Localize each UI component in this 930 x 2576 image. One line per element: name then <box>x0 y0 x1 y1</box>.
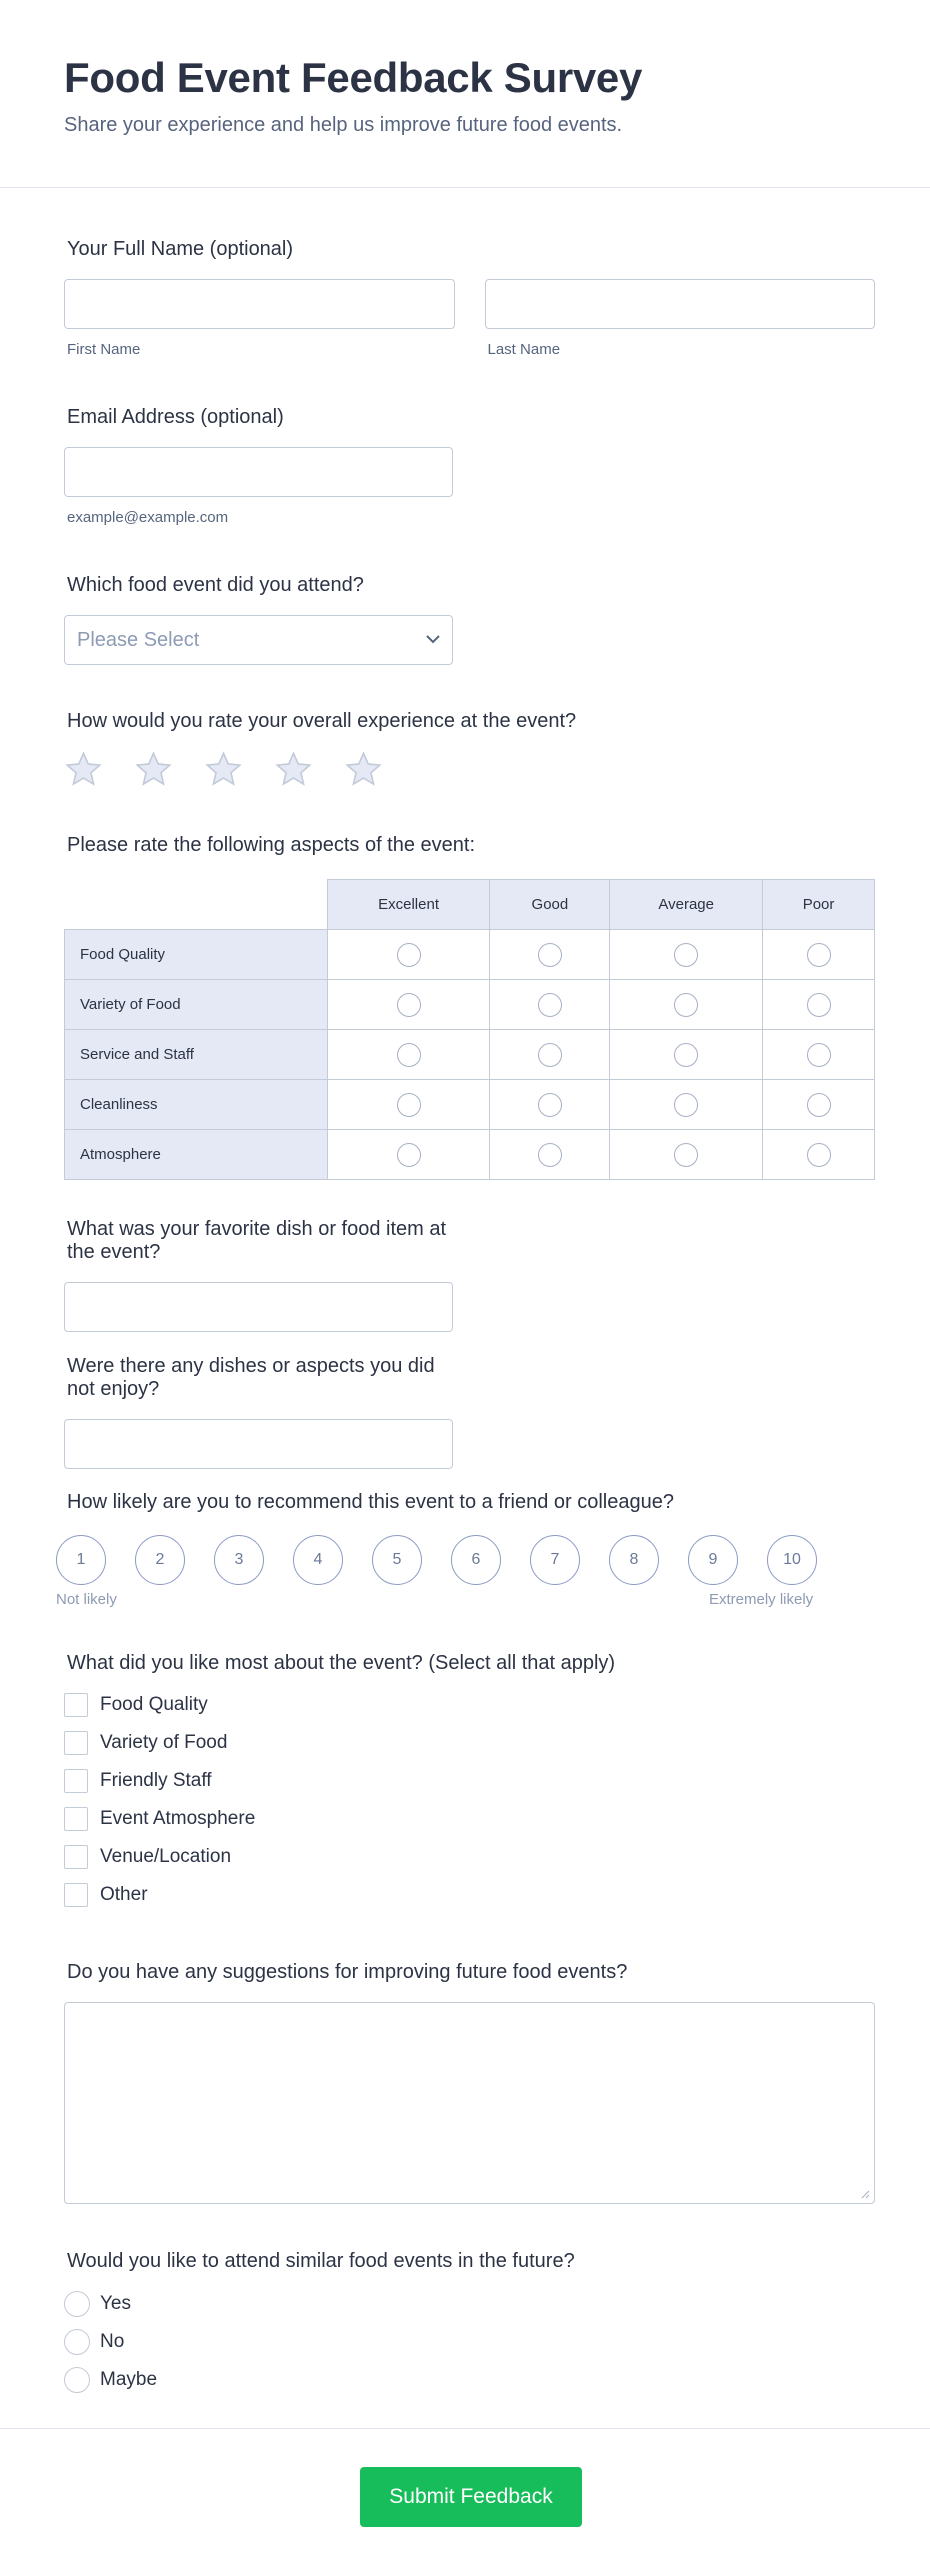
star-icon[interactable] <box>344 750 383 789</box>
matrix-radio[interactable] <box>807 943 831 967</box>
first-name-group <box>64 279 455 358</box>
matrix-radio[interactable] <box>674 1093 698 1117</box>
star-icon[interactable] <box>204 750 243 789</box>
scale-option[interactable]: 9 <box>688 1535 738 1585</box>
checkbox-label: Friendly Staff <box>100 1770 212 1791</box>
scale-option[interactable]: 8 <box>609 1535 659 1585</box>
matrix-cell <box>763 1080 875 1130</box>
checkbox[interactable] <box>64 1769 88 1793</box>
matrix-row <box>65 1130 875 1180</box>
matrix-radio[interactable] <box>538 1093 562 1117</box>
matrix-radio[interactable] <box>807 993 831 1017</box>
matrix-cell <box>610 1130 763 1180</box>
favorite-dish-label: What was your favorite dish or food item at the event? <box>67 1218 447 1263</box>
radio-option[interactable] <box>64 2291 575 2317</box>
event-select-placeholder: Please Select <box>77 628 200 651</box>
checkbox-option[interactable] <box>64 1693 615 1717</box>
checkbox[interactable] <box>64 1731 88 1755</box>
matrix-radio[interactable] <box>538 1043 562 1067</box>
full-name-label: Your Full Name (optional) <box>67 238 294 260</box>
matrix-row-label: Cleanliness <box>65 1080 328 1130</box>
radio-option[interactable] <box>64 2329 575 2355</box>
matrix-row <box>65 930 875 980</box>
email-field-group <box>64 406 453 526</box>
favorite-dish-input[interactable] <box>64 1282 453 1332</box>
resize-grip-icon[interactable] <box>860 2189 870 2199</box>
checkbox-label: Other <box>100 1884 148 1905</box>
matrix-radio[interactable] <box>397 1143 421 1167</box>
matrix-corner <box>65 880 328 930</box>
radio-button[interactable] <box>64 2291 90 2317</box>
suggestions-group <box>64 1961 875 2204</box>
attend-label: Would you like to attend similar food events in the future? <box>67 2250 575 2272</box>
checkbox-option[interactable] <box>64 1769 615 1793</box>
matrix-row-label: Food Quality <box>65 930 328 980</box>
scale-option[interactable]: 6 <box>451 1535 501 1585</box>
disliked-label: Were there any dishes or aspects you did not enjoy? <box>67 1355 435 1400</box>
radio-option[interactable] <box>64 2367 575 2393</box>
matrix-cell <box>763 980 875 1030</box>
scale-option[interactable]: 7 <box>530 1535 580 1585</box>
matrix-radio[interactable] <box>674 1143 698 1167</box>
matrix-cell <box>327 1030 490 1080</box>
liked-group <box>64 1652 615 1921</box>
overall-rating-label: How would you rate your overall experience at the event? <box>67 710 577 732</box>
email-input[interactable] <box>64 447 453 497</box>
checkbox-option[interactable] <box>64 1807 615 1831</box>
matrix-radio[interactable] <box>538 943 562 967</box>
matrix-cell <box>490 930 610 980</box>
disliked-group <box>64 1355 453 1469</box>
liked-options <box>64 1693 615 1907</box>
first-name-input[interactable] <box>64 279 455 329</box>
email-sublabel: example@example.com <box>67 509 229 526</box>
checkbox[interactable] <box>64 1883 88 1907</box>
matrix-column-header: Poor <box>763 880 875 930</box>
matrix-cell <box>610 980 763 1030</box>
last-name-group <box>485 279 876 358</box>
matrix-radio[interactable] <box>674 1043 698 1067</box>
matrix-radio[interactable] <box>397 1093 421 1117</box>
radio-button[interactable] <box>64 2367 90 2393</box>
scale-option[interactable]: 5 <box>372 1535 422 1585</box>
suggestions-textarea[interactable] <box>64 2002 875 2204</box>
email-label: Email Address (optional) <box>67 406 284 428</box>
page-subtitle: Share your experience and help us improve future food events. <box>64 114 623 136</box>
submit-button[interactable]: Submit Feedback <box>360 2467 582 2527</box>
page-title: Food Event Feedback Survey <box>64 54 643 101</box>
scale-option[interactable]: 2 <box>135 1535 185 1585</box>
checkbox-label: Variety of Food <box>100 1732 228 1753</box>
matrix-cell <box>327 1130 490 1180</box>
matrix-column-header: Good <box>490 880 610 930</box>
checkbox-option[interactable] <box>64 1731 615 1755</box>
matrix-row <box>65 1080 875 1130</box>
form-header <box>0 0 930 188</box>
recommend-group <box>56 1491 817 1611</box>
checkbox-label: Venue/Location <box>100 1846 232 1867</box>
matrix-row <box>65 980 875 1030</box>
chevron-down-icon <box>426 631 440 649</box>
matrix-cell <box>763 1030 875 1080</box>
matrix-radio[interactable] <box>397 993 421 1017</box>
star-rating <box>64 750 576 789</box>
scale-option[interactable]: 1 <box>56 1535 106 1585</box>
matrix-row-label: Atmosphere <box>65 1130 328 1180</box>
aspects-matrix-group <box>64 834 875 1180</box>
star-icon[interactable] <box>64 750 103 789</box>
matrix-cell <box>490 980 610 1030</box>
form-footer <box>0 2428 930 2576</box>
radio-label: No <box>100 2331 125 2352</box>
matrix-row <box>65 1030 875 1080</box>
matrix-radio[interactable] <box>397 1043 421 1067</box>
last-name-input[interactable] <box>485 279 876 329</box>
matrix-row-label: Variety of Food <box>65 980 328 1030</box>
star-icon[interactable] <box>134 750 173 789</box>
overall-rating-group <box>64 710 576 789</box>
matrix-cell <box>610 1080 763 1130</box>
event-label: Which food event did you attend? <box>67 574 364 596</box>
matrix-cell <box>327 930 490 980</box>
checkbox[interactable] <box>64 1845 88 1869</box>
event-select[interactable] <box>64 615 453 665</box>
matrix-radio[interactable] <box>807 1143 831 1167</box>
checkbox-option[interactable] <box>64 1845 615 1869</box>
radio-label: Yes <box>100 2293 131 2314</box>
checkbox-label: Event Atmosphere <box>100 1808 256 1829</box>
checkbox[interactable] <box>64 1693 88 1717</box>
matrix-cell <box>327 1080 490 1130</box>
radio-label: Maybe <box>100 2369 158 2390</box>
matrix-radio[interactable] <box>674 993 698 1017</box>
matrix-radio[interactable] <box>397 943 421 967</box>
radio-button[interactable] <box>64 2329 90 2355</box>
scale-legend <box>56 1591 817 1611</box>
scale-option[interactable]: 4 <box>293 1535 343 1585</box>
suggestions-label: Do you have any suggestions for improving future food events? <box>67 1961 628 1983</box>
matrix-radio[interactable] <box>674 943 698 967</box>
aspects-matrix <box>64 879 875 1180</box>
recommend-scale <box>56 1535 817 1585</box>
matrix-radio[interactable] <box>538 1143 562 1167</box>
matrix-cell <box>327 980 490 1030</box>
attend-group <box>64 2250 575 2405</box>
last-name-sublabel: Last Name <box>487 341 561 358</box>
matrix-cell <box>763 1130 875 1180</box>
disliked-input[interactable] <box>64 1419 453 1469</box>
matrix-cell <box>763 930 875 980</box>
scale-high-label: Extremely likely <box>709 1591 814 1608</box>
scale-option[interactable]: 10 <box>767 1535 817 1585</box>
recommend-label: How likely are you to recommend this event to a friend or colleague? <box>67 1491 674 1513</box>
event-field-group <box>64 574 453 665</box>
star-icon[interactable] <box>274 750 313 789</box>
checkbox[interactable] <box>64 1807 88 1831</box>
matrix-cell <box>610 930 763 980</box>
matrix-column-header: Average <box>610 880 763 930</box>
matrix-radio[interactable] <box>538 993 562 1017</box>
matrix-cell <box>610 1030 763 1080</box>
full-name-field <box>64 238 875 358</box>
liked-label: What did you like most about the event? (Select all that apply) <box>67 1652 616 1674</box>
checkbox-label: Food Quality <box>100 1694 208 1715</box>
matrix-cell <box>490 1030 610 1080</box>
favorite-dish-group <box>64 1218 453 1332</box>
matrix-cell <box>490 1080 610 1130</box>
matrix-cell <box>490 1130 610 1180</box>
attend-options <box>64 2291 575 2393</box>
checkbox-option[interactable] <box>64 1883 615 1907</box>
matrix-header-row <box>65 880 875 930</box>
matrix-column-header: Excellent <box>327 880 490 930</box>
aspects-matrix-label: Please rate the following aspects of the event: <box>67 834 476 856</box>
first-name-sublabel: First Name <box>67 341 141 358</box>
matrix-radio[interactable] <box>807 1043 831 1067</box>
matrix-row-label: Service and Staff <box>65 1030 328 1080</box>
scale-option[interactable]: 3 <box>214 1535 264 1585</box>
scale-low-label: Not likely <box>56 1591 117 1608</box>
matrix-radio[interactable] <box>807 1093 831 1117</box>
